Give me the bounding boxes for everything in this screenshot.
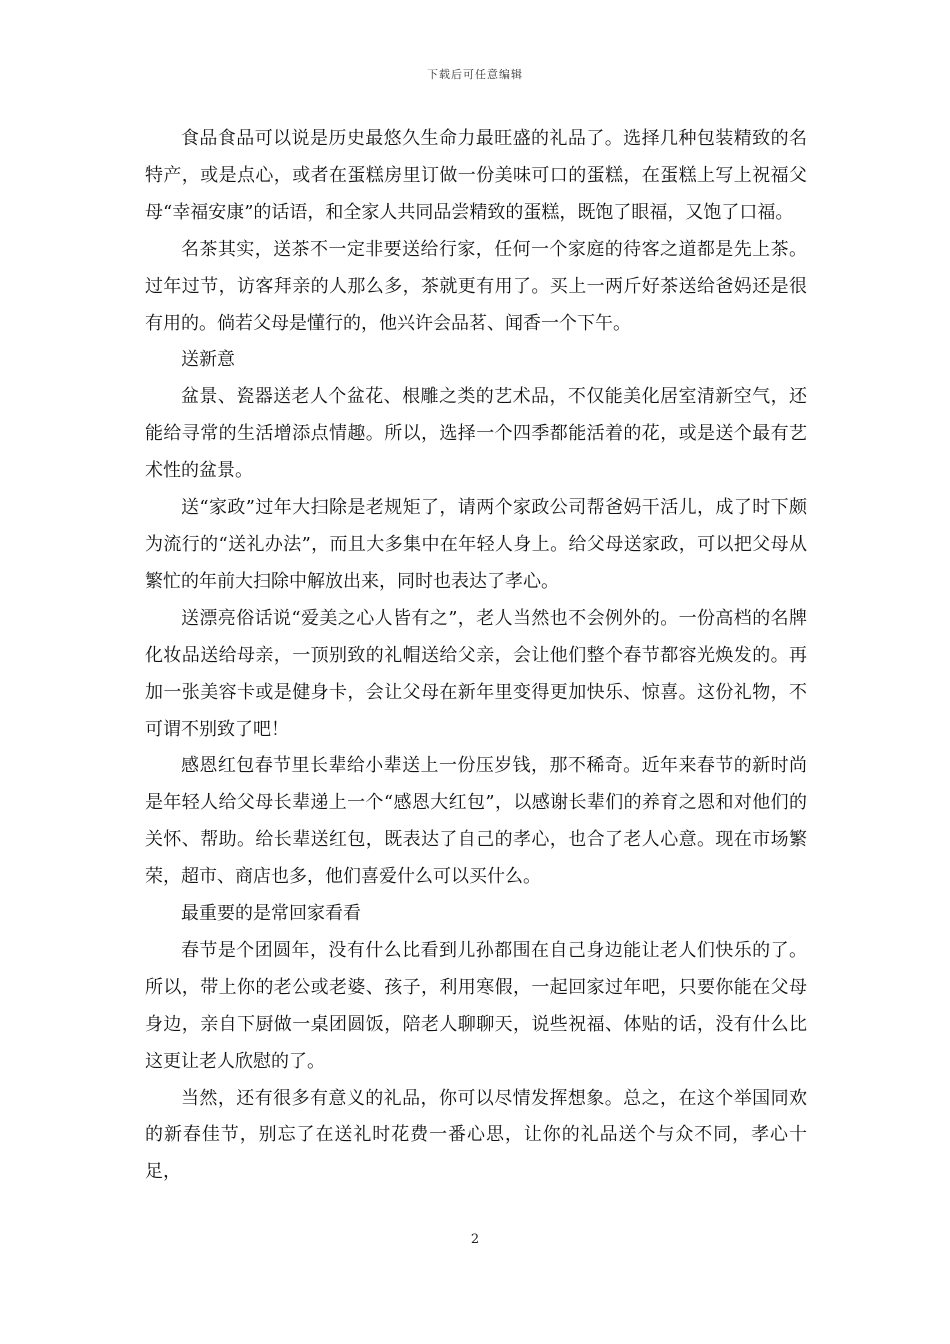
page-header: 下载后可任意编辑 xyxy=(427,68,523,81)
section-heading-new-ideas: 送新意 xyxy=(181,349,235,371)
paragraph-beauty-gift: 送漂亮俗话说“爱美之心人皆有之”，老人当然也不会例外的。一份高档的名牌化妆品送给母亲，一顶别致的礼帽送给父亲，会让他们整个春节都容光焕发的。再加一张美容卡或是健身卡，会让父母在新年里变得更加快乐、惊喜。这份礼物，不可谓不别致了吧！ xyxy=(145,607,807,740)
paragraph-food-gift: 食品食品可以说是历史最悠久生命力最旺盛的礼品了。选择几种包装精致的名特产，或是点心，或者在蛋糕房里订做一份美味可口的蛋糕，在蛋糕上写上祝福父母“幸福安康”的话语，和全家人共同品尝精致的蛋糕，既饱了眼福，又饱了口福。 xyxy=(145,128,807,223)
paragraph-tea-gift: 名茶其实，送茶不一定非要送给行家，任何一个家庭的待客之道都是先上茶。过年过节，访客拜亲的人那么多，茶就更有用了。买上一两斤好茶送给爸妈还是很有用的。倘若父母是懂行的，他兴许会品茗、闻香一个下午。 xyxy=(145,238,807,334)
paragraph-housekeeping-gift: 送“家政”过年大扫除是老规矩了，请两个家政公司帮爸妈干活儿，成了时下颇为流行的“送礼办法”，而且大多集中在年轻人身上。给父母送家政，可以把父母从繁忙的年前大扫除中解放出来，同时也表达了孝心。 xyxy=(145,497,807,592)
paragraph-bonsai-gift: 盆景、瓷器送老人个盆花、根雕之类的艺术品，不仅能美化居室清新空气，还能给寻常的生活增添点情趣。所以，选择一个四季都能活着的花，或是送个最有艺术性的盆景。 xyxy=(145,386,807,482)
paragraph-reunion: 春节是个团圆年，没有什么比看到儿孙都围在自己身边能让老人们快乐的了。所以，带上你的老公或老婆、孩子，利用寒假，一起回家过年吧，只要你能在父母身边，亲自下厨做一桌团圆饭，陪老人聊聊天，说些祝福、体贴的话，没有什么比这更让老人欣慰的了。 xyxy=(145,939,807,1072)
section-heading-visit-home: 最重要的是常回家看看 xyxy=(181,903,361,925)
page-number: 2 xyxy=(470,1232,480,1247)
paragraph-conclusion: 当然，还有很多有意义的礼品，你可以尽情发挥想象。总之，在这个举国同欢的新春佳节，别忘了在送礼时花费一番心思，让你的礼品送个与众不同，孝心十足， xyxy=(145,1087,807,1183)
paragraph-red-envelope-gift: 感恩红包春节里长辈给小辈送上一份压岁钱，那不稀奇。近年来春节的新时尚是年轻人给父母长辈递上一个“感恩大红包”，以感谢长辈们的养育之恩和对他们的关怀、帮助。给长辈送红包，既表达了自己的孝心，也合了老人心意。现在市场繁荣，超市、商店也多，他们喜爱什么可以买什么。 xyxy=(145,755,807,888)
document-body xyxy=(145,121,807,1191)
